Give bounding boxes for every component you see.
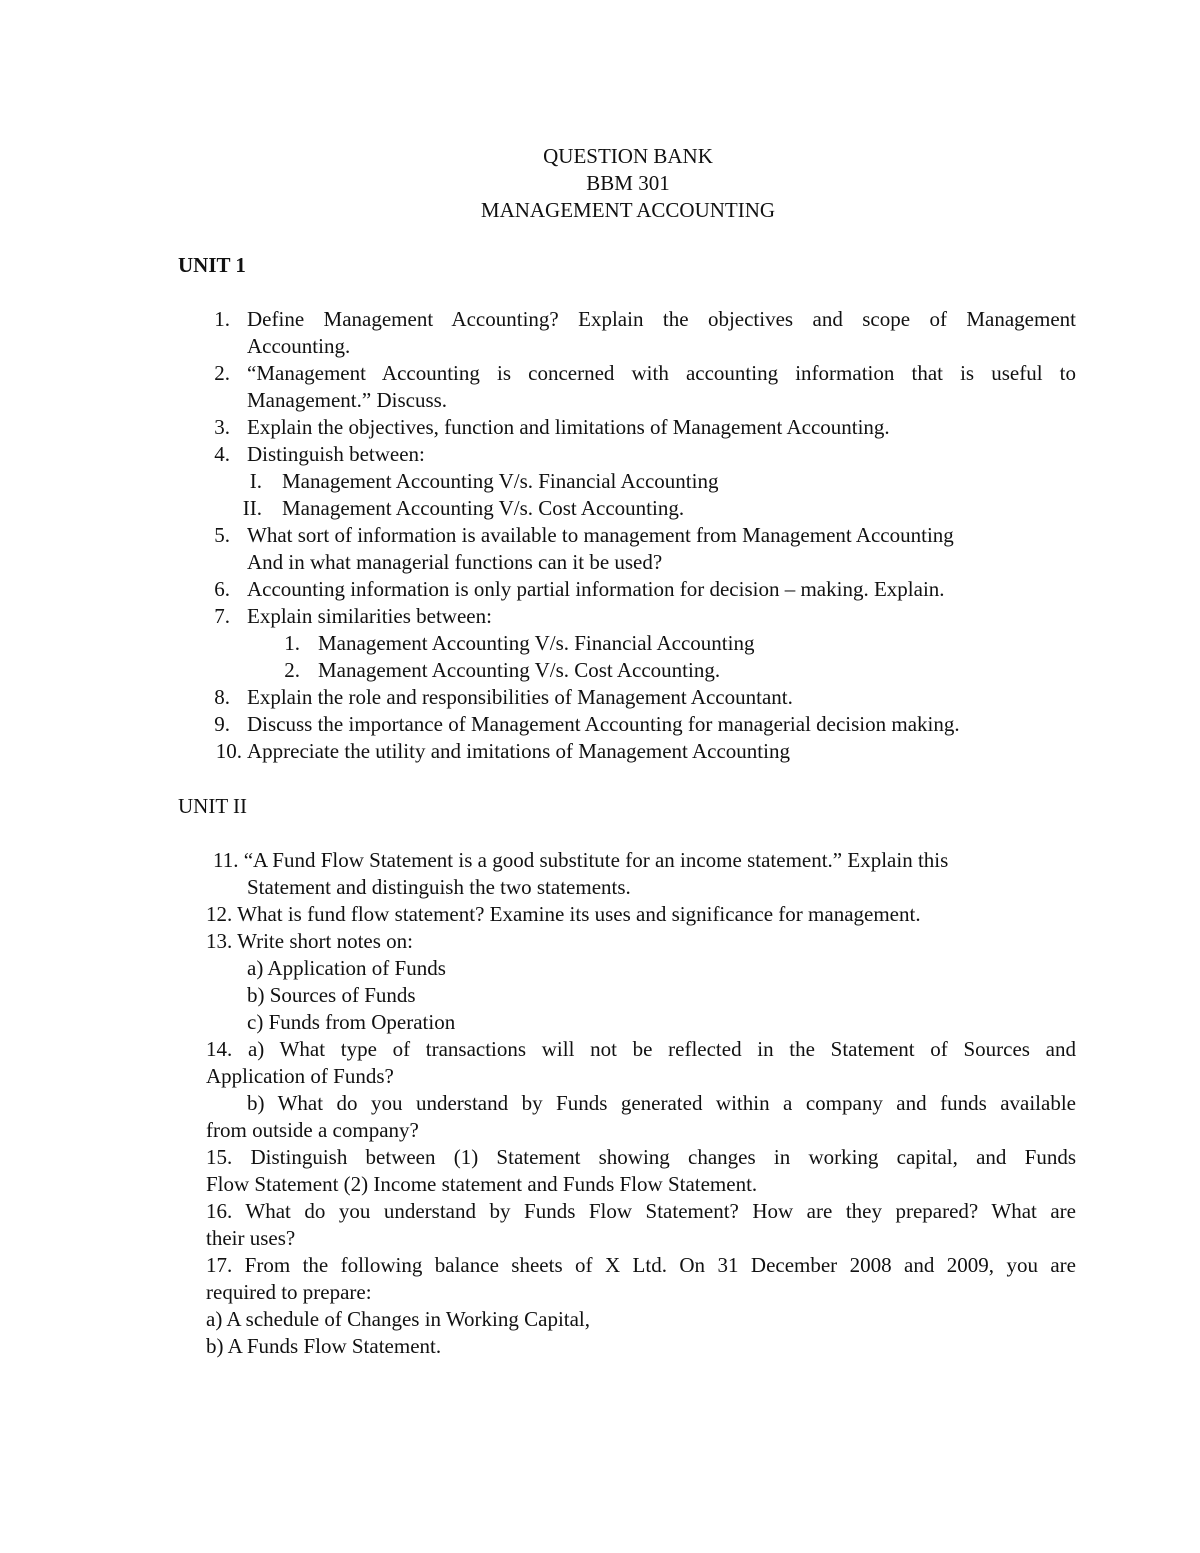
q3-line1: Explain the objectives, function and limitations of Management Accounting. — [247, 415, 890, 439]
q8-line1: Explain the role and responsibilities of Management Accountant. — [247, 685, 793, 709]
q8-number: 8. — [214, 685, 230, 709]
q7-sub1-number: 1. — [284, 631, 300, 655]
q16-line2: their uses? — [206, 1226, 296, 1250]
q17-a: a) A schedule of Changes in Working Capital, — [206, 1307, 591, 1331]
q11-line2: Statement and distinguish the two statements. — [247, 875, 631, 899]
q1-number: 1. — [214, 307, 230, 331]
q14-line1: 14. a) What type of transactions will not be reflected in the Statement of Sources and — [206, 1037, 1076, 1061]
q7-sub2-number: 2. — [284, 658, 300, 682]
q7-sub1: Management Accounting V/s. Financial Accounting — [318, 631, 755, 655]
q7-line1: Explain similarities between: — [247, 604, 492, 628]
q14-line2: Application of Funds? — [206, 1064, 394, 1088]
q2-line1: “Management Accounting is concerned with accounting information that is useful to — [247, 361, 1076, 385]
q6-line1: Accounting information is only partial information for decision – making. Explain. — [247, 577, 945, 601]
q7-sub2: Management Accounting V/s. Cost Accounting. — [318, 658, 721, 682]
unit2-heading: UNIT II — [178, 794, 248, 818]
q4-sub1: Management Accounting V/s. Financial Accounting — [282, 469, 719, 493]
q12-line1: 12. What is fund flow statement? Examine its uses and significance for management. — [206, 902, 921, 926]
q17-line1: 17. From the following balance sheets of X Ltd. On 31 December 2008 and 2009, you are — [206, 1253, 1076, 1277]
q13-c: c) Funds from Operation — [247, 1010, 456, 1034]
course-subject: MANAGEMENT ACCOUNTING — [480, 198, 776, 222]
q4-sub2-number: II. — [242, 496, 262, 520]
q4-sub2: Management Accounting V/s. Cost Accounting. — [282, 496, 685, 520]
doc-title: QUESTION BANK — [543, 144, 713, 168]
q5-line2: And in what managerial functions can it be used? — [247, 550, 663, 574]
q11-line1: 11. “A Fund Flow Statement is a good substitute for an income statement.” Explain this — [213, 848, 949, 872]
q5-number: 5. — [214, 523, 230, 547]
q2-number: 2. — [214, 361, 230, 385]
q10-number: 10. — [215, 739, 242, 763]
q4-number: 4. — [214, 442, 230, 466]
q16-line1: 16. What do you understand by Funds Flow Statement? How are they prepared? What are — [206, 1199, 1076, 1223]
q7-number: 7. — [214, 604, 230, 628]
q13-a: a) Application of Funds — [247, 956, 446, 980]
q1-line2: Accounting. — [247, 334, 351, 358]
q4-sub1-number: I. — [249, 469, 262, 493]
q2-line2: Management.” Discuss. — [247, 388, 448, 412]
q15-line2: Flow Statement (2) Income statement and Funds Flow Statement. — [206, 1172, 758, 1196]
q13-line1: 13. Write short notes on: — [206, 929, 413, 953]
q14-line3: b) What do you understand by Funds generated within a company and funds available — [247, 1091, 1076, 1115]
q14-line4: from outside a company? — [206, 1118, 419, 1142]
q3-number: 3. — [214, 415, 230, 439]
course-code: BBM 301 — [586, 171, 670, 195]
q13-b: b) Sources of Funds — [247, 983, 416, 1007]
unit1-heading: UNIT 1 — [178, 253, 246, 277]
q6-number: 6. — [214, 577, 230, 601]
q17-b: b) A Funds Flow Statement. — [206, 1334, 442, 1358]
q10-line1: Appreciate the utility and imitations of Management Accounting — [247, 739, 790, 763]
q15-line1: 15. Distinguish between (1) Statement showing changes in working capital, and Funds — [206, 1145, 1076, 1169]
q4-line1: Distinguish between: — [247, 442, 425, 466]
q17-line2: required to prepare: — [206, 1280, 372, 1304]
q9-line1: Discuss the importance of Management Accounting for managerial decision making. — [247, 712, 960, 736]
q1-line1: Define Management Accounting? Explain the objectives and scope of Management — [247, 307, 1076, 331]
q5-line1: What sort of information is available to management from Management Accounting — [247, 523, 954, 547]
q9-number: 9. — [214, 712, 230, 736]
